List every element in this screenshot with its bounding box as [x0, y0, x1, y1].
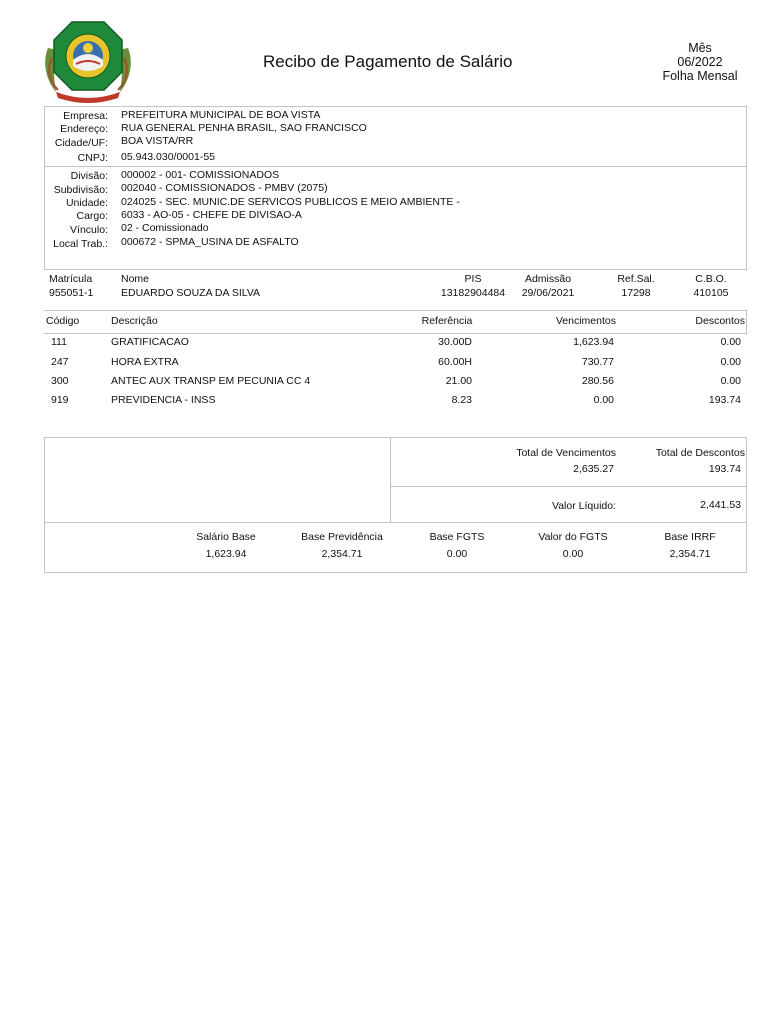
unidade-label: Unidade:: [65, 197, 108, 209]
refsal-value: 17298: [621, 287, 651, 299]
item-codigo: 300: [51, 375, 69, 387]
item-vencimentos: 730.77: [581, 356, 614, 368]
item-descricao: HORA EXTRA: [111, 356, 179, 368]
base-fgts-value: 0.00: [446, 548, 468, 560]
col-descontos: Descontos: [695, 315, 745, 327]
item-descricao: ANTEC AUX TRANSP EM PECUNIA CC 4: [111, 375, 311, 387]
items-right-line: [746, 310, 747, 334]
cidade-value: BOA VISTA/RR: [121, 135, 194, 147]
item-referencia: 30.00D: [438, 336, 472, 348]
nome-value: EDUARDO SOUZA DA SILVA: [121, 287, 261, 299]
cbo-label: C.B.O.: [695, 273, 727, 285]
item-descontos: 0.00: [720, 336, 741, 348]
base-irrf-label: Base IRRF: [664, 531, 716, 543]
item-descontos: 0.00: [720, 356, 741, 368]
city-logo: [42, 18, 134, 104]
empresa-value: PREFEITURA MUNICIPAL DE BOA VISTA: [121, 109, 321, 121]
coat-of-arms-icon: [42, 18, 134, 104]
bases-top-line: [44, 522, 747, 523]
vinculo-value: 02 - Comissionado: [121, 222, 209, 234]
sheet-type: Folha Mensal: [662, 69, 738, 83]
total-descontos-label: Total de Descontos: [655, 447, 745, 459]
cidade-label: Cidade/UF:: [54, 137, 108, 149]
document-title: Recibo de Pagamento de Salário: [263, 52, 513, 71]
subdivisao-label: Subdivisão:: [53, 184, 108, 196]
liquido-label: Valor Líquido:: [551, 500, 616, 512]
base-fgts-label: Base FGTS: [429, 531, 485, 543]
item-codigo: 919: [51, 394, 69, 406]
local-value: 000672 - SPMA_USINA DE ASFALTO: [121, 236, 299, 248]
base-prev-value: 2,354.71: [321, 548, 363, 560]
item-referencia: 8.23: [451, 394, 472, 406]
vinculo-label: Vínculo:: [70, 224, 108, 236]
divisao-label: Divisão:: [70, 170, 108, 182]
cargo-label: Cargo:: [76, 210, 108, 222]
admissao-value: 29/06/2021: [521, 287, 575, 299]
item-vencimentos: 280.56: [581, 375, 614, 387]
pis-value: 13182904484: [440, 287, 506, 299]
item-referencia: 21.00: [445, 375, 472, 387]
salario-base-value: 1,623.94: [205, 548, 247, 560]
subdivisao-value: 002040 - COMISSIONADOS - PMBV (2075): [121, 182, 328, 194]
endereco-value: RUA GENERAL PENHA BRASIL, SAO FRANCISCO: [121, 122, 367, 134]
col-referencia: Referência: [421, 315, 473, 327]
cnpj-value: 05.943.030/0001-55: [121, 151, 216, 163]
salario-base-label: Salário Base: [196, 531, 256, 543]
item-vencimentos: 1,623.94: [573, 336, 614, 348]
base-irrf-value: 2,354.71: [669, 548, 711, 560]
valor-fgts-label: Valor do FGTS: [538, 531, 608, 543]
admissao-label: Admissão: [524, 273, 572, 285]
items-header-top-line: [44, 310, 747, 311]
valor-fgts-value: 0.00: [562, 548, 584, 560]
item-descontos: 193.74: [708, 394, 741, 406]
item-vencimentos: 0.00: [593, 394, 614, 406]
unidade-value: 024025 - SEC. MUNIC.DE SERVICOS PUBLICOS E MEIO AMBIENTE -: [121, 196, 460, 208]
item-descricao: GRATIFICACAO: [111, 336, 189, 348]
item-codigo: 247: [51, 356, 69, 368]
total-vencimentos-label: Total de Vencimentos: [516, 447, 616, 459]
liquido-value: 2,441.53: [700, 499, 741, 511]
col-vencimentos: Vencimentos: [555, 315, 616, 327]
cargo-value: 6033 - AO-05 - CHEFE DE DIVISAO-A: [121, 209, 302, 221]
cnpj-label: CNPJ:: [77, 152, 108, 164]
item-descontos: 0.00: [720, 375, 741, 387]
refsal-label: Ref.Sal.: [617, 273, 655, 285]
local-label: Local Trab.:: [53, 238, 108, 250]
items-header-bottom-line: [44, 333, 747, 334]
matricula-value: 955051-1: [49, 287, 94, 299]
info-divider: [44, 166, 747, 167]
item-codigo: 111: [51, 336, 67, 348]
cbo-value: 410105: [693, 287, 729, 299]
base-prev-label: Base Previdência: [301, 531, 383, 543]
item-referencia: 60.00H: [438, 356, 472, 368]
endereco-label: Endereço:: [60, 123, 108, 135]
totals-vertical-divider: [390, 437, 391, 523]
item-descricao: PREVIDENCIA - INSS: [111, 394, 216, 406]
total-vencimentos-value: 2,635.27: [573, 463, 614, 475]
empresa-label: Empresa:: [63, 110, 108, 122]
totals-middle-line: [390, 486, 747, 487]
divisao-value: 000002 - 001- COMISSIONADOS: [121, 169, 280, 181]
matricula-label: Matrícula: [49, 273, 93, 285]
nome-label: Nome: [121, 273, 150, 285]
pis-label: PIS: [464, 273, 482, 285]
col-descricao: Descrição: [111, 315, 158, 327]
col-codigo: Código: [46, 315, 80, 327]
total-descontos-value: 193.74: [708, 463, 741, 475]
month-value: 06/2022: [677, 55, 723, 69]
employee-top-line: [44, 269, 747, 270]
month-label: Mês: [688, 41, 712, 55]
